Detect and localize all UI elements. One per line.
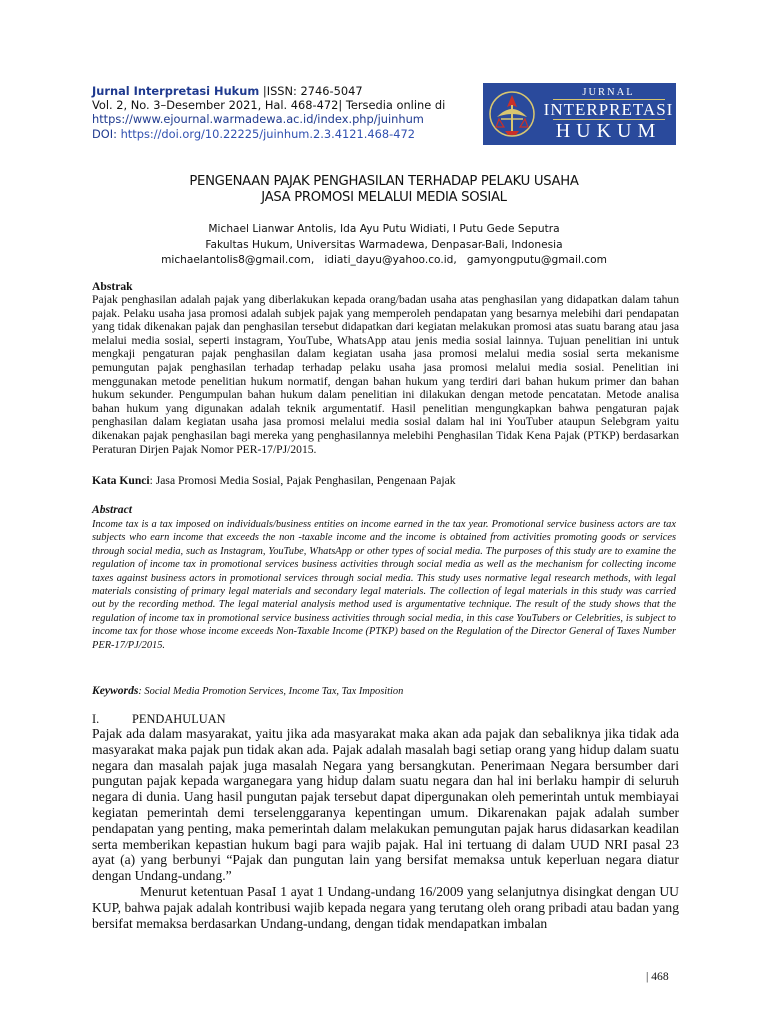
author-affiliation: Fakultas Hukum, Universitas Warmadewa, Denpasar-Bali, Indonesia (205, 238, 563, 251)
paper-title-line2: JASA PROMOSI MELALUI MEDIA SOSIAL (261, 190, 507, 205)
journal-url-link[interactable]: https://www.ejournal.warmadewa.ac.id/index.php/juinhum (92, 112, 424, 127)
keywords-values: : Social Media Promotion Services, Income Tax, Tax Imposition (138, 686, 404, 697)
author-block (90, 222, 678, 269)
journal-logo (483, 83, 676, 145)
section-body (92, 726, 679, 931)
journal-name: Jurnal Interpretasi Hukum (92, 84, 260, 98)
doi-line (92, 127, 472, 141)
section-number: I. (92, 712, 100, 726)
paper-title-line1: PENGENAAN PAJAK PENGHASILAN TERHADAP PELAKU USAHA (189, 174, 579, 189)
volume-line: Vol. 2, No. 3–Desember 2021, Hal. 468-472| Tersedia online di (92, 98, 446, 113)
kata-kunci-label: Kata Kunci (92, 474, 150, 487)
journal-header (92, 84, 472, 141)
logo-line-hukum: HUKUM (555, 120, 662, 142)
keywords (92, 684, 679, 697)
abstrak-body: Pajak penghasilan adalah pajak yang diberlakukan kepada orang/badan usaha atas penghasilan yang didapatkan dalam tahun pajak. Pelaku usaha jasa promosi adalah subjek pajak yang memperoleh pendapatan yang besarnya melebihi dari pendapatan yang tidak dikenakan pajak dan penghasilan tersebut didapatkan dari kegiatan melakukan promosi atas suatu barang atau jasa melalui media sosial, seperti instagram, YouTube, WhatsApp atau jenis media sosial lainnya. Tujuan penelitian ini untuk mengkaji pengaturan pajak penghasilan dalam kegiatan usaha jasa promosi melalui media sosial serta mekanisme pemungutan pajak penghasilan terhadap terhadap pelaku usaha jasa promosi melalui media sosial. Penelitian ini menggunakan metode penelitian hukum normatif, dengan bahan hukum yang terdiri dari bahan hukum primer dan bahan hukum sekunder. Pengumpulan bahan hukum dalam penelitian ini dilakukan dengan metode pencatatan. Metode analisa bahan hukum yang digunakan adalah teknik argumentatif. Hasil penelitian mengungkapkan bahwa pengaturan pajak penghasilan dalam kegiatan usaha jasa promosi melalui media sosial dalam hal ini YouTuber ataupun Selebgram yaitu dikenakan pajak penghasilan bagi mereka yang penghasilannya melebihi Penghasilan Tidak Kena Pajak (PTKP) berdasarkan Peraturan Dirjen Pajak Nomor PER-17/PJ/2015. (92, 293, 679, 456)
kata-kunci-values: : Jasa Promosi Media Sosial, Pajak Penghasilan, Pengenaan Pajak (149, 474, 456, 487)
abstract-body: Income tax is a tax imposed on individuals/business entities on income earned in the tax year. Promotional service business actors are tax subjects who earn income that exceeds the non -taxable income and the income is obtained from activities promoting goods or services through social media, such as Instagram, YouTube, WhatsApp or other types of social media. The purposes of this study are to examine the regulation of income tax in promotional services business activities through social media as well as the mechanism for collecting income taxes against business actors in promotional services through social media. This study uses normative legal research methods, with legal materials consisting of primary legal materials and secondary legal materials. The collection of legal materials in this study was carried out by the recording method. The legal material analysis method used is argumentative technique. The result of the study shows that the regulation of income tax in promotional service business activities through social media, in this case YouTubers or Celebrities, is subject to income tax for those whose income exceeds Non-Taxable Income (PTKP) based on the Regulation of the Director General of Taxes Number PER-17/PJ/2015. (92, 519, 676, 651)
body-paragraph: Pajak ada dalam masyarakat, yaitu jika ada masyarakat maka akan ada pajak dan sebaliknya jika tidak ada masyarakat maka pajak pun tidak akan ada. Pajak adalah masalah bagi setiap orang yang hidup dalam suatu negara dan masalah pajak juga masalah Negara yang bersangkutan. Penerimaan Negara bersumber dari pungutan pajak kepada warganegara yang hidup dalam suatu negara dan hal ini berlaku hampir di seluruh negara di dunia. Uang hasil pungutan pajak tersebut dapat dipergunakan oleh pemerintah untuk membiayai kegiatan pemerintah demi terselenggaranya kepentingan umum. Dikarenakan pajak adalah sumber pendapatan yang penting, maka pemerintah dalam melakukan pemungutan pajak harus didasarkan keadilan serta memberikan kepastian hukum bagi para wajib pajak. Hal ini tertuang di dalam UUD NRI pasal 23 ayat (a) yang berbunyi “Pajak dan pungutan lain yang bersifat memaksa untuk keperluan negara diatur dengan Undang-undang.” (92, 726, 679, 884)
body-paragraph: Menurut ketentuan PasaI 1 ayat 1 Undang-undang 16/2009 yang selanjutnya disingkat dengan UU KUP, bahwa pajak adalah kontribusi wajib kepada negara yang terutang oleh orang pribadi atau badan yang bersifat memaksa berdasarkan Undang-undang, dengan tidak mendapatkan imbalan (92, 883, 679, 931)
issn: |ISSN: 2746-5047 (259, 84, 363, 98)
abstract-heading: Abstract (92, 503, 132, 516)
author-emails: michaelantolis8@gmail.com, idiati_dayu@yahoo.co.id, gamyongputu@gmail.com (161, 254, 607, 266)
abstrak-heading: Abstrak (92, 280, 133, 293)
justice-emblem-icon (483, 83, 541, 145)
keywords-label: Keywords (92, 684, 139, 697)
author-names: Michael Lianwar Antolis, Ida Ayu Putu Widiati, I Putu Gede Seputra (208, 223, 560, 235)
doi-label: DOI: (92, 126, 117, 141)
paper-title (90, 174, 678, 206)
logo-line-jurnal: JURNAL (582, 87, 635, 98)
journal-title-line (92, 84, 472, 98)
page-number: | 468 (646, 970, 669, 983)
logo-line-interpretasi: INTERPRETASI (543, 100, 674, 119)
kata-kunci (92, 474, 679, 488)
logo-wordmark (541, 86, 676, 142)
section-heading (92, 712, 226, 727)
doi-link[interactable]: https://doi.org/10.22225/juinhum.2.3.4121.468-472 (120, 126, 415, 141)
section-title: PENDAHULUAN (132, 712, 226, 726)
